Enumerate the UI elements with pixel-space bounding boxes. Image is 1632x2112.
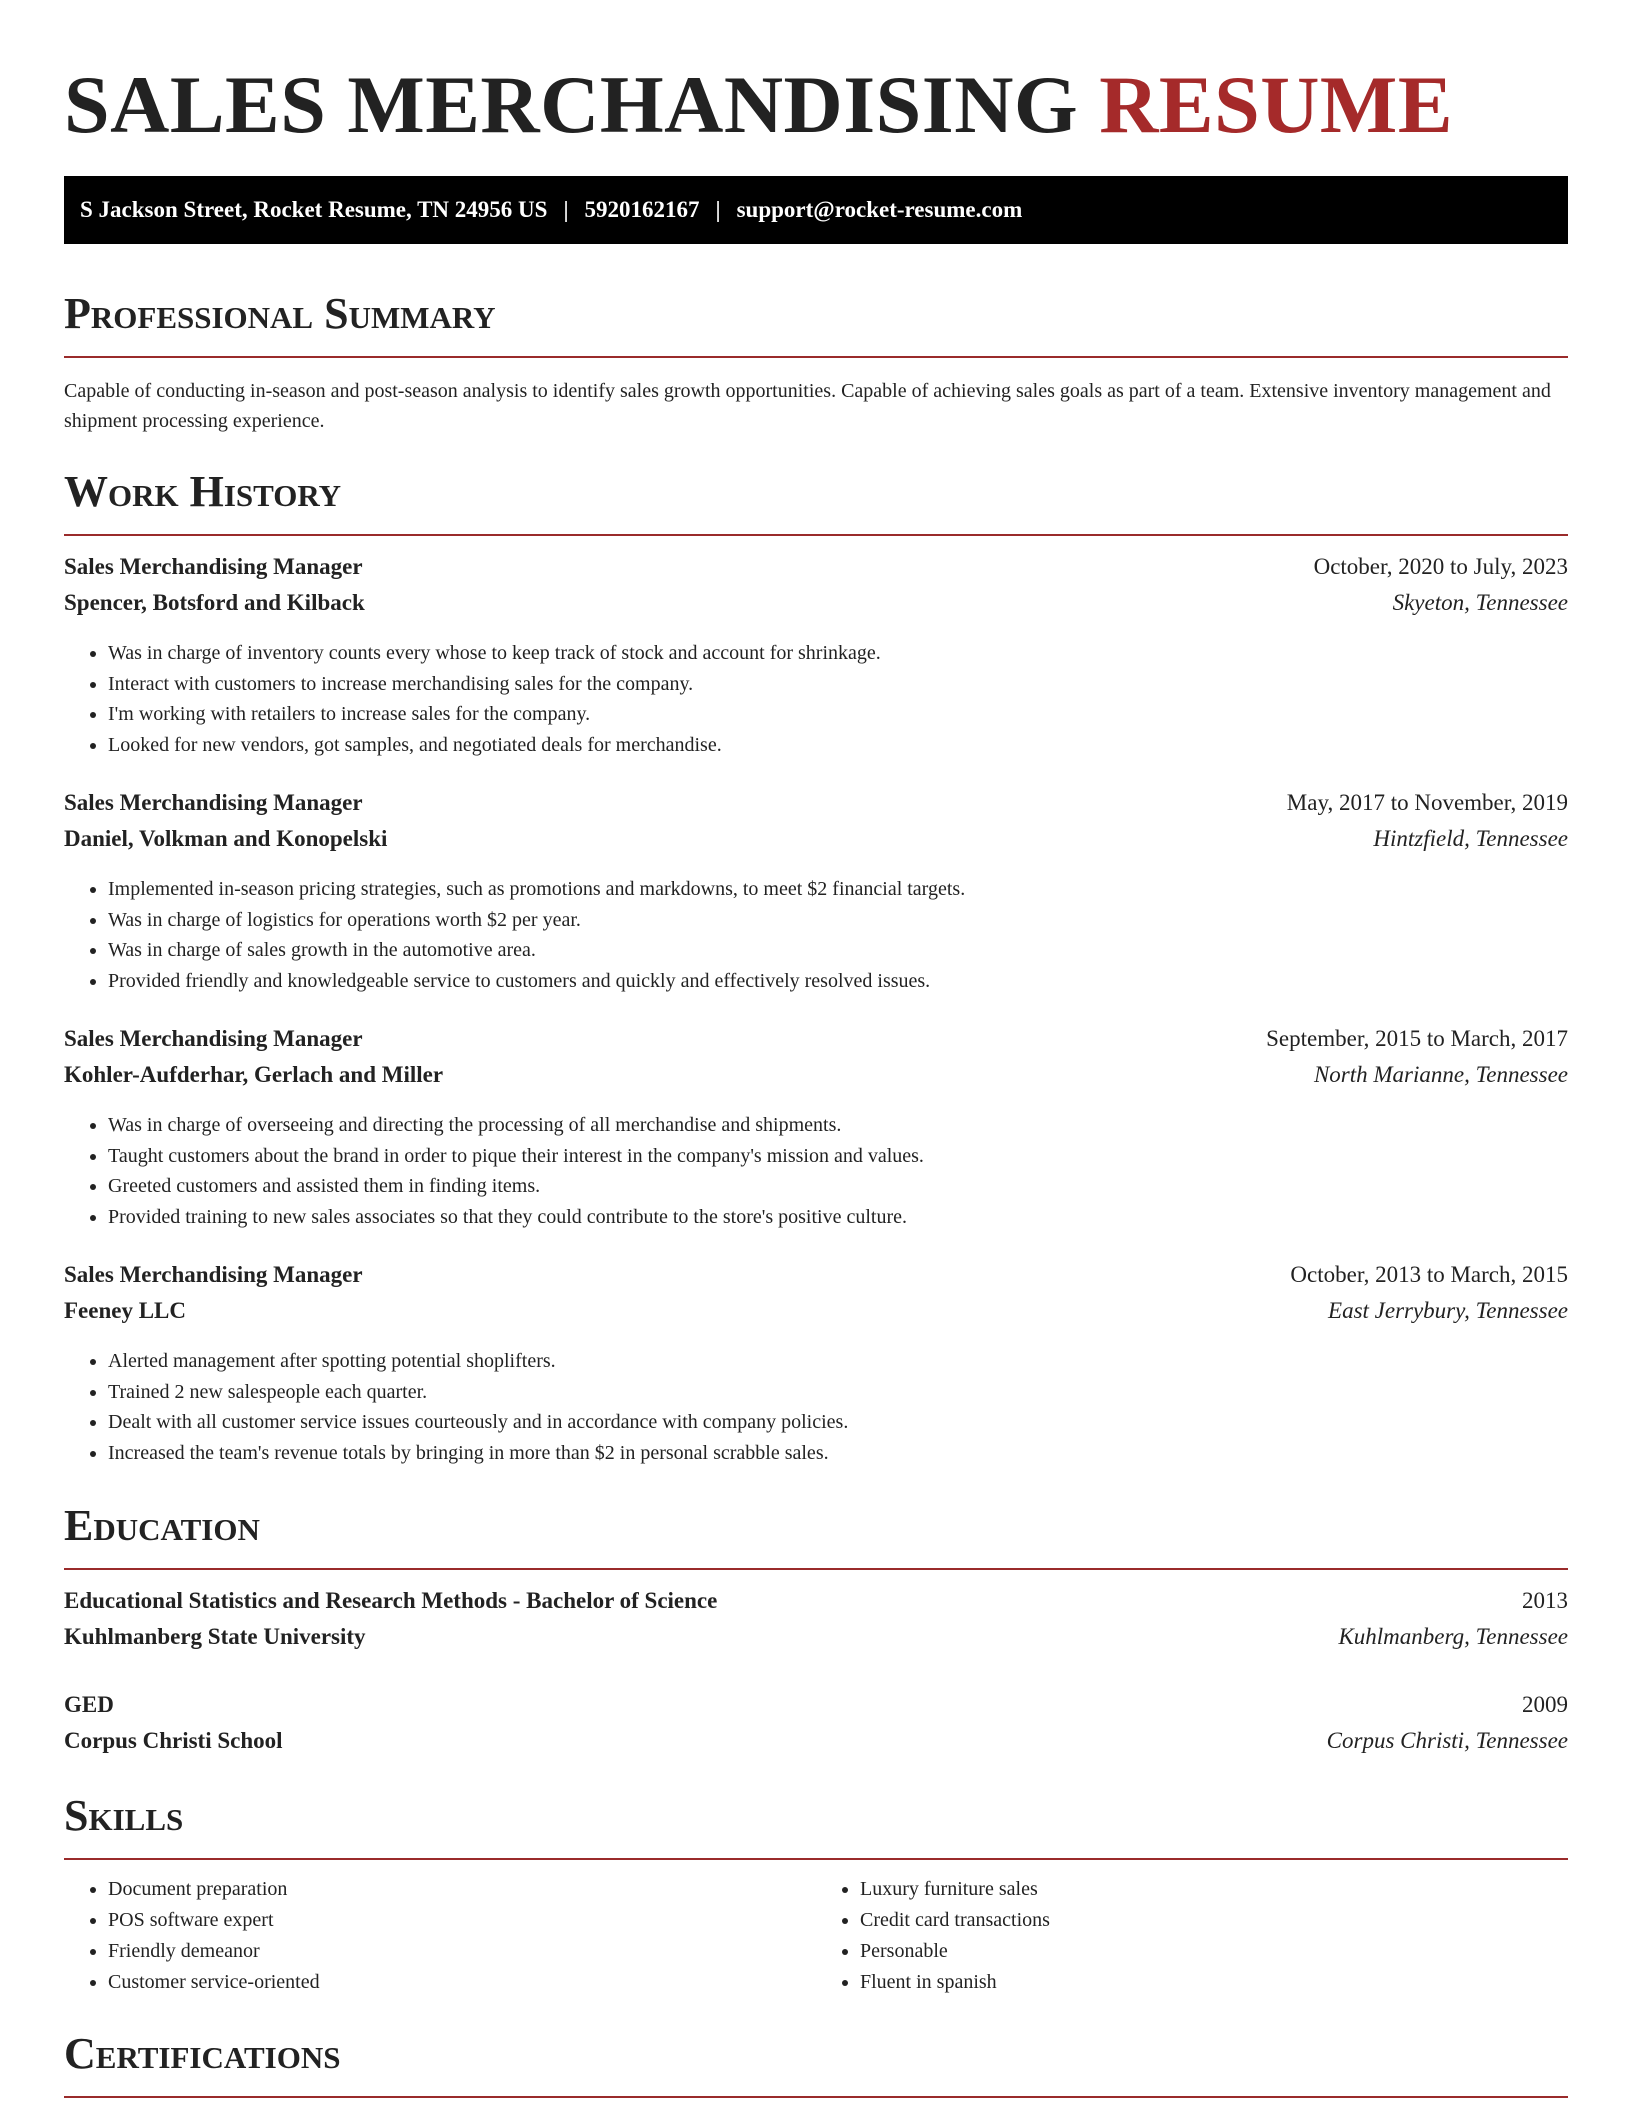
job-bullet: • Taught customers about the brand in order to pique their interest in the company's mission and values. [108,1141,1568,1172]
contact-separator: | [715,197,721,222]
skill-item: • Credit card transactions [860,1905,1568,1936]
job-bullet: • Implemented in-season pricing strategies, such as promotions and markdowns, to meet $2 financial targets. [108,874,1568,905]
education-entry [64,1588,1568,1660]
job-bullet: • Trained 2 new salespeople each quarter. [108,1377,1568,1408]
education-entry [64,1692,1568,1764]
education-degree: GED [64,1692,114,1717]
job-title-row [64,554,1568,590]
job-dates: May, 2017 to November, 2019 [1286,790,1568,815]
job-dates: October, 2020 to July, 2023 [1313,554,1568,579]
contact-phone: 5920162167 [584,197,700,222]
summary-section [64,286,1568,436]
job-bullet: • Provided training to new sales associates so that they could contribute to the store's positive culture. [108,1202,1568,1233]
skill-item: • POS software expert [108,1905,816,1936]
summary-text: Capable of conducting in-season and post-season analysis to identify sales growth opportunities. Capable of achieving sales goals as part of a team. Extensive inventory management and shipment processing experience. [64,380,1551,432]
job-company: Spencer, Botsford and Kilback [64,590,365,615]
job-bullets [64,1110,1568,1232]
job-company-row [64,1298,1568,1334]
job-title: Sales Merchandising Manager [64,554,363,579]
job-dates: September, 2015 to March, 2017 [1266,1026,1568,1051]
job-title-row [64,1026,1568,1062]
skill-item: • Personable [860,1936,1568,1967]
skills-heading: Skills [64,1788,1568,1860]
job-company-row [64,826,1568,862]
job-title: Sales Merchandising Manager [64,1262,363,1287]
job-bullet: • Looked for new vendors, got samples, and negotiated deals for merchandise. [108,730,1568,761]
work-history-heading: Work History [64,464,1568,536]
education-school-row [64,1728,1568,1764]
education-school-row [64,1624,1568,1660]
education-section [64,1498,1568,1764]
title-main: SALES MERCHANDISING [64,59,1079,150]
education-year: 2009 [1522,1692,1568,1717]
skill-item: • Friendly demeanor [108,1936,816,1967]
job-title-row [64,790,1568,826]
education-school: Corpus Christi School [64,1728,283,1753]
skills-section [64,1788,1568,1998]
job-company: Feeney LLC [64,1298,187,1323]
job-company-row [64,590,1568,626]
summary-heading: Professional Summary [64,286,1568,358]
job-entry [64,790,1568,996]
job-bullet: • Provided friendly and knowledgeable service to customers and quickly and effectively resolved issues. [108,966,1568,997]
job-bullets [64,638,1568,760]
job-location: Skyeton, Tennessee [1392,590,1568,615]
job-bullet: • Alerted management after spotting potential shoplifters. [108,1346,1568,1377]
job-title-row [64,1262,1568,1298]
contact-address: S Jackson Street, Rocket Resume, TN 24956 US [80,197,548,222]
job-location: Hintzfield, Tennessee [1373,826,1568,851]
job-bullet: • I'm working with retailers to increase sales for the company. [108,699,1568,730]
job-bullet: • Increased the team's revenue totals by bringing in more than $2 in personal scrabble sales. [108,1438,1568,1469]
job-bullet: • Was in charge of sales growth in the automotive area. [108,935,1568,966]
job-company: Kohler-Aufderhar, Gerlach and Miller [64,1062,444,1087]
skills-list-left [64,1874,816,1998]
contact-separator: | [563,197,569,222]
job-bullet: • Was in charge of overseeing and directing the processing of all merchandise and shipments. [108,1110,1568,1141]
job-location: East Jerrybury, Tennessee [1328,1298,1568,1323]
contact-bar [64,176,1568,244]
skill-item: • Luxury furniture sales [860,1874,1568,1905]
education-year: 2013 [1522,1588,1568,1613]
education-heading: Education [64,1498,1568,1570]
contact-email[interactable]: support@rocket-resume.com [736,197,1023,222]
job-bullet: • Greeted customers and assisted them in finding items. [108,1171,1568,1202]
job-entry [64,1262,1568,1468]
job-title: Sales Merchandising Manager [64,790,363,815]
job-title: Sales Merchandising Manager [64,1026,363,1051]
job-bullet: • Dealt with all customer service issues courteously and in accordance with company policies. [108,1407,1568,1438]
job-location: North Marianne, Tennessee [1313,1062,1568,1087]
job-bullet: • Was in charge of logistics for operations worth $2 per year. [108,905,1568,936]
job-bullet: • Interact with customers to increase merchandising sales for the company. [108,669,1568,700]
job-company: Daniel, Volkman and Konopelski [64,826,388,851]
education-location: Corpus Christi, Tennessee [1326,1728,1568,1753]
skills-grid [64,1874,1568,1998]
job-bullets [64,1346,1568,1468]
certifications-section [64,2026,1568,2098]
job-entry [64,1026,1568,1232]
title-accent: RESUME [1099,59,1454,150]
certifications-heading: Certifications [64,2026,1568,2098]
education-degree-row [64,1588,1568,1624]
education-degree-row [64,1692,1568,1728]
work-history-section [64,464,1568,1468]
skill-item: • Customer service-oriented [108,1967,816,1998]
job-company-row [64,1062,1568,1098]
job-dates: October, 2013 to March, 2015 [1290,1262,1568,1287]
skill-item: • Document preparation [108,1874,816,1905]
resume-title [64,0,1568,150]
job-bullet: • Was in charge of inventory counts every whose to keep track of stock and account for shrinkage. [108,638,1568,669]
job-entry [64,554,1568,760]
education-school: Kuhlmanberg State University [64,1624,366,1649]
education-location: Kuhlmanberg, Tennessee [1338,1624,1568,1649]
skills-list-right [816,1874,1568,1998]
job-bullets [64,874,1568,996]
skill-item: • Fluent in spanish [860,1967,1568,1998]
education-degree: Educational Statistics and Research Methods - Bachelor of Science [64,1588,718,1613]
